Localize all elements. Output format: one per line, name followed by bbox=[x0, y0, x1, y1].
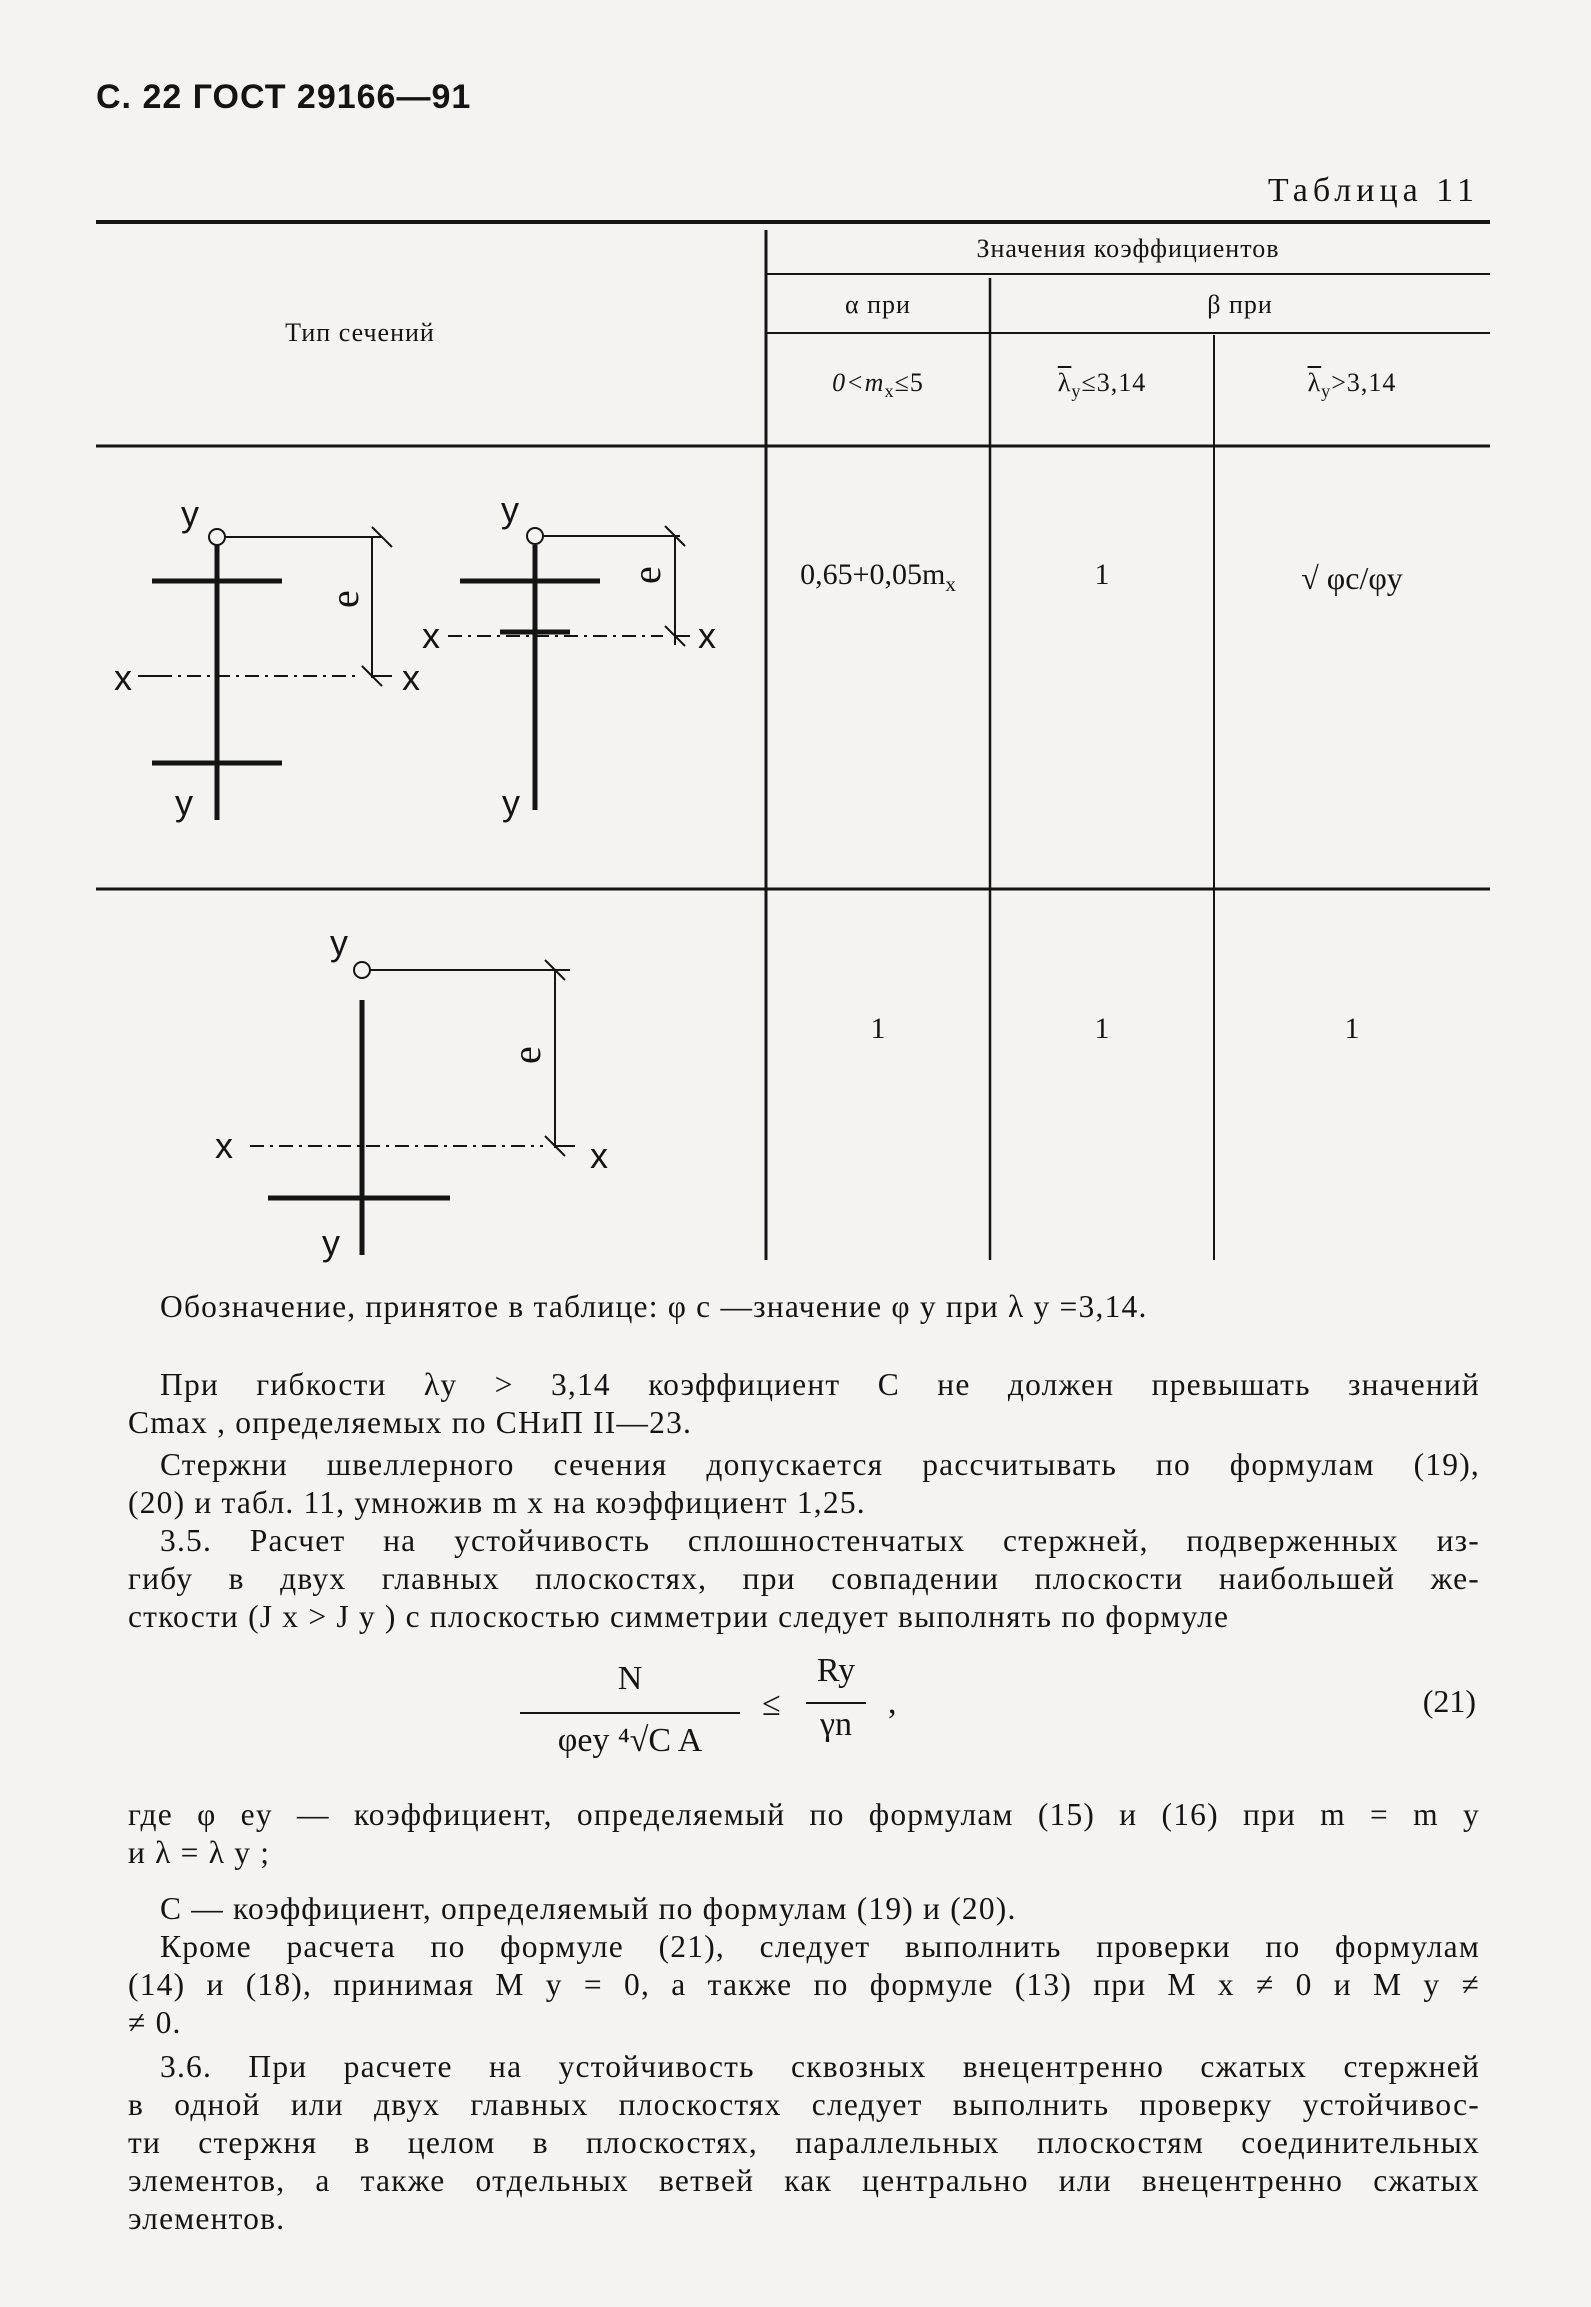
s36-line-3: ти стержня в целом в плоскостях, параллельных плоскостям соединительных bbox=[128, 2125, 1480, 2160]
cond-alpha-text: 0<m bbox=[832, 368, 885, 397]
axis-label-x: x bbox=[590, 1135, 608, 1176]
paragraph-checks bbox=[160, 1928, 1480, 1966]
formula-fraction-bar bbox=[520, 1712, 740, 1714]
paragraph-flexibility-cont bbox=[128, 1404, 1480, 1442]
col-header-section-type: Тип сечений bbox=[285, 318, 435, 347]
cond-beta1-sub: y bbox=[1071, 381, 1082, 402]
section-i-symmetric bbox=[152, 545, 282, 820]
p1-line-2: Cmax , определяемых по СНиП II—23. bbox=[128, 1405, 693, 1440]
paragraph-3-6-cont bbox=[128, 2086, 1480, 2238]
col-header-alpha: α при bbox=[845, 290, 911, 319]
formula-rhs-bar bbox=[806, 1702, 866, 1704]
col-header-coef-values: Значения коэффициентов bbox=[976, 234, 1280, 263]
paragraph-3-5-cont bbox=[128, 1560, 1480, 1636]
paragraph-flexibility bbox=[160, 1366, 1480, 1404]
axis-label-x: x bbox=[698, 615, 716, 656]
col-header-beta: β при bbox=[1207, 290, 1273, 319]
axis-label-y: y bbox=[175, 782, 193, 823]
formula-rhs-denominator: γn bbox=[819, 1706, 853, 1743]
axis-label-y: y bbox=[330, 922, 348, 963]
col-header-alpha-condition bbox=[766, 368, 990, 402]
axis-label-x: x bbox=[422, 615, 440, 656]
section-i-asymmetric bbox=[460, 545, 600, 810]
dimension-label-e: e bbox=[504, 1046, 549, 1064]
paragraph-where bbox=[128, 1796, 1480, 1872]
row2-beta2: 1 bbox=[1344, 1012, 1360, 1045]
c-line: C — коэффициент, определяемый по формулам (19) и (20). bbox=[160, 1891, 1017, 1926]
cond-beta2-lambda: $\overline{\lambda}$ bbox=[1307, 368, 1322, 397]
paragraph-channel-cont bbox=[128, 1484, 1480, 1522]
p3-line-1: 3.5. Расчет на устойчивость сплошностенчатых стержней, подверженных из- bbox=[160, 1523, 1480, 1558]
formula-relation: ≤ bbox=[762, 1686, 781, 1723]
legend-text: Обозначение, принятое в таблице: φ c —значение φ y при λ y =3,14. bbox=[160, 1289, 1148, 1324]
axis-label-x: x bbox=[402, 657, 420, 698]
row2-beta1: 1 bbox=[1094, 1012, 1110, 1045]
checks-line-3: ≠ 0. bbox=[128, 2005, 182, 2040]
p3-line-3: сткости (J x > J y ) с плоскостью симметрии следует выполнять по формуле bbox=[128, 1599, 1230, 1634]
section-t bbox=[268, 1000, 450, 1255]
cond-beta2-tail: >3,14 bbox=[1331, 368, 1397, 397]
axis-label-y: y bbox=[501, 489, 519, 530]
p2-line-1: Стержни швеллерного сечения допускается рассчитывать по формулам (19), bbox=[160, 1447, 1480, 1482]
row1-alpha bbox=[766, 558, 990, 597]
row2-alpha: 1 bbox=[870, 1012, 886, 1045]
page-header: С. 22 ГОСТ 29166—91 bbox=[96, 78, 472, 116]
col-header-beta1-condition bbox=[990, 368, 1214, 402]
axis-label-x: x bbox=[114, 657, 132, 698]
cond-beta1-tail: ≤3,14 bbox=[1081, 368, 1147, 397]
col-header-beta2-condition bbox=[1214, 368, 1490, 402]
formula-numerator: N bbox=[617, 1660, 643, 1697]
paragraph-3-6 bbox=[160, 2048, 1480, 2086]
s36-line-4: элементов, а также отдельных ветвей как центрально или внецентренно сжатых bbox=[128, 2163, 1480, 2198]
formula-rhs-numerator: Ry bbox=[816, 1652, 856, 1689]
axis-label-y: y bbox=[502, 782, 520, 823]
where-line-2: и λ = λ y ; bbox=[128, 1835, 271, 1870]
s36-line-2: в одной или двух главных плоскостях следует выполнить проверку устойчивос- bbox=[128, 2087, 1480, 2122]
dimension-label-e: e bbox=[322, 590, 367, 608]
where-line-1: где φ ey — коэффициент, определяемый по формулам (15) и (16) при m = m y bbox=[128, 1797, 1480, 1832]
cond-beta2-sub: y bbox=[1321, 381, 1332, 402]
paragraph-c-coef bbox=[160, 1890, 1480, 1928]
table-caption: Таблица 11 bbox=[1267, 172, 1479, 209]
formula-denominator: φey ⁴√C A bbox=[557, 1722, 703, 1759]
p2-line-2: (20) и табл. 11, умножив m x на коэффициент 1,25. bbox=[128, 1485, 866, 1520]
paragraph-3-5 bbox=[160, 1522, 1480, 1560]
cond-beta1-lambda: $\overline{\lambda}$ bbox=[1057, 368, 1072, 397]
s36-line-1: 3.6. При расчете на устойчивость сквозных внецентренно сжатых стержней bbox=[160, 2049, 1480, 2084]
axis-label-y: y bbox=[322, 1222, 340, 1263]
row1-beta2: √ φc/φy bbox=[1301, 560, 1403, 596]
table-legend bbox=[160, 1288, 1480, 1326]
checks-line-1: Кроме расчета по формуле (21), следует выполнить проверки по формулам bbox=[160, 1929, 1480, 1964]
axis-label-y: y bbox=[181, 493, 199, 534]
p3-line-2: гибу в двух главных плоскостях, при совпадении плоскости наибольшей же- bbox=[128, 1561, 1480, 1596]
formula-number: (21) bbox=[1422, 1683, 1476, 1719]
paragraph-channel bbox=[160, 1446, 1480, 1484]
p1-line-1: При гибкости λy > 3,14 коэффициент C не должен превышать значений bbox=[160, 1367, 1480, 1402]
row1-alpha-text: 0,65+0,05m bbox=[800, 558, 946, 591]
cond-alpha-tail: ≤5 bbox=[894, 368, 924, 397]
paragraph-checks-cont bbox=[128, 1966, 1480, 2042]
dimension-label-e: e bbox=[624, 566, 669, 584]
checks-line-2: (14) и (18), принимая M y = 0, а также по формуле (13) при M x ≠ 0 и M y ≠ bbox=[128, 1967, 1480, 2002]
cond-alpha-sub: x bbox=[884, 381, 895, 402]
s36-line-5: элементов. bbox=[128, 2201, 286, 2236]
axis-label-x: x bbox=[215, 1125, 233, 1166]
formula-comma: , bbox=[888, 1684, 897, 1721]
row1-alpha-sub: x bbox=[945, 572, 956, 596]
row1-beta1: 1 bbox=[1094, 558, 1110, 591]
